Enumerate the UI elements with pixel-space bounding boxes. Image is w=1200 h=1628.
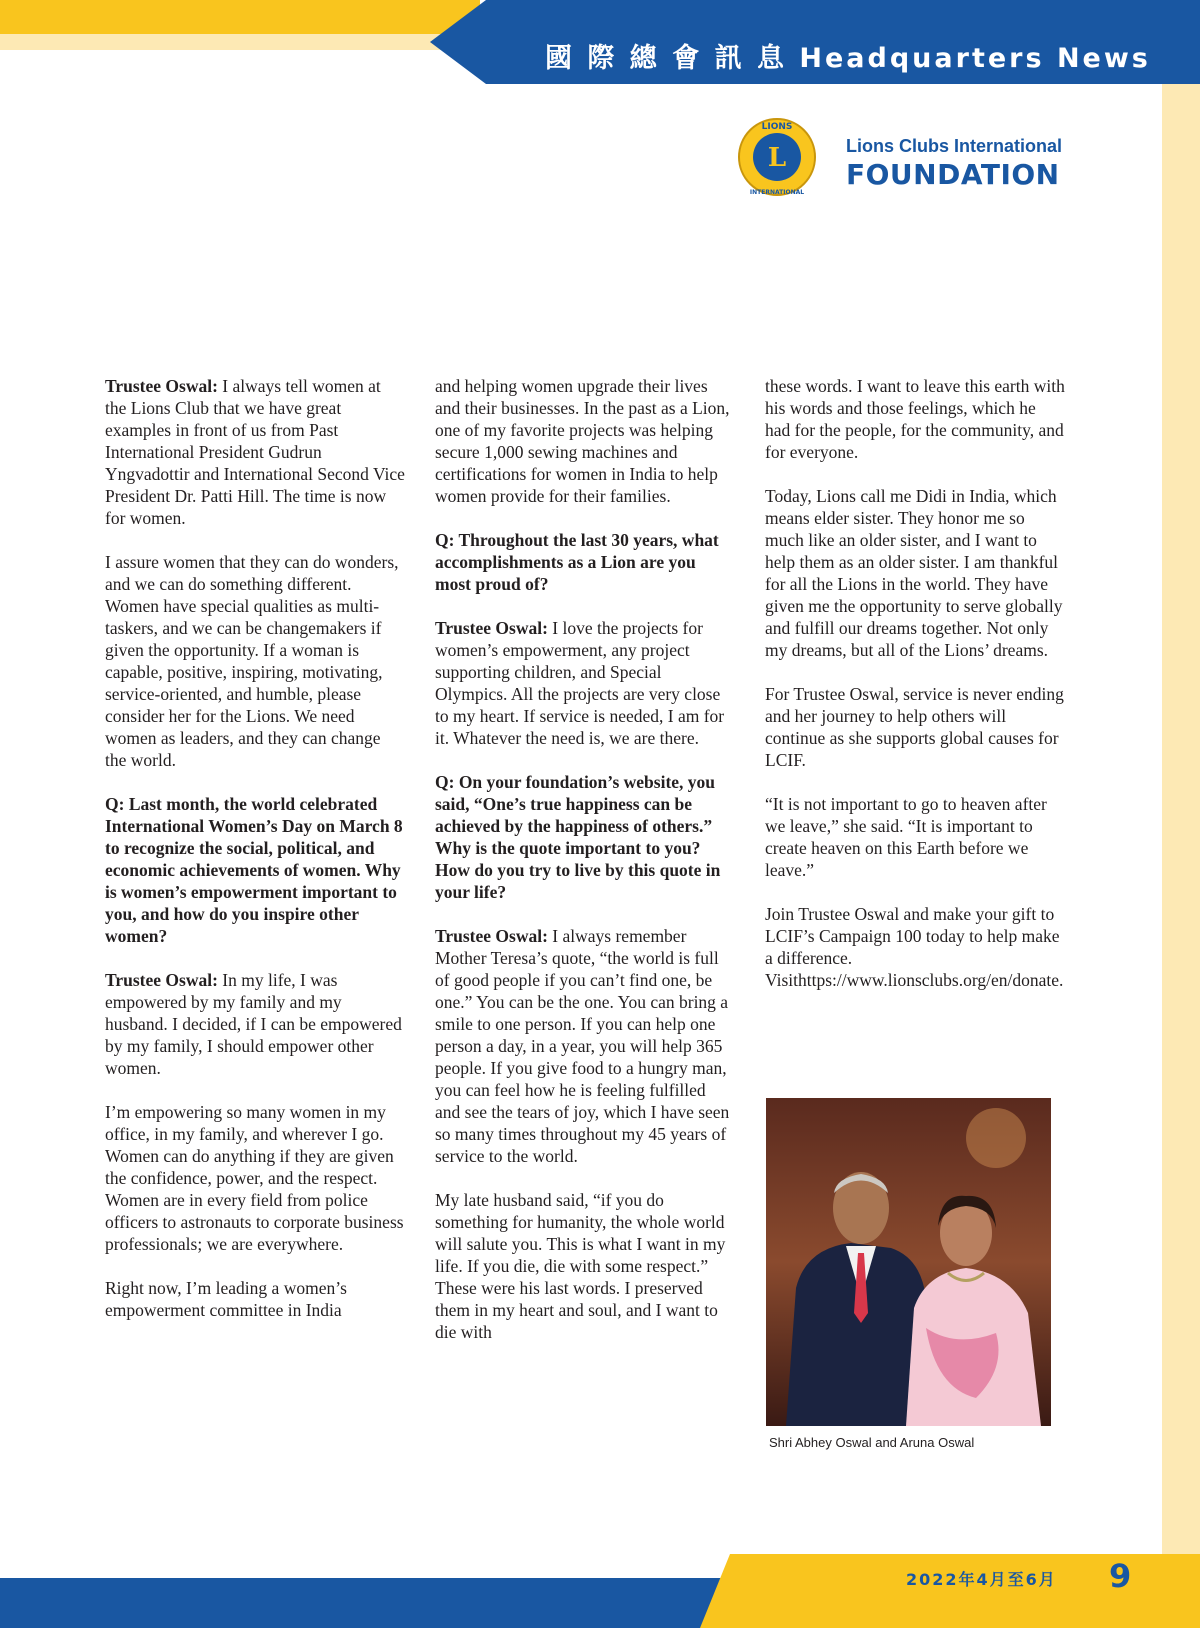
paragraph: Trustee Oswal: In my life, I was empowered by my family and my husband. I decided, if I can be empowered by my family, I should empower other women. <box>105 970 402 1078</box>
paragraph: Today, Lions call me Didi in India, which means elder sister. They honor me so much like an older sister, and I want to help them as an older sister. I am thankful for all the Lions in the world. They have given me the opportunity to serve globally and fulfill our dreams together. Not only my dreams, but all of the Lions’ dreams. <box>765 486 1063 660</box>
article-column-2 <box>435 375 735 1365</box>
issue-date: 2022年4月至6月 <box>906 1570 1057 1589</box>
paragraph: For Trustee Oswal, service is never ending and her journey to help others will continue as she supports global causes for LCIF. <box>765 684 1064 770</box>
logo-text-org: Lions Clubs International <box>846 136 1063 156</box>
section-title: 國 際 總 會 訊 息 Headquarters News <box>545 43 1151 74</box>
paragraph: My late husband said, “if you do something for humanity, the whole world will salute you. This is what I want in my life. If you die, die with some respect.” These were his last words. I preserved them in my heart and soul, and I want to die with <box>435 1190 726 1342</box>
footer-blue-band <box>0 1578 740 1628</box>
paragraph: Trustee Oswal: I always remember Mother Teresa’s quote, “the world is full of good people if you can’t find one, be one.” You can be the one. You can bring a smile to one person. If you can help one person a day, in a year, you will help 365 people. If you give food to a hungry man, you can feel how he is feeling fulfilled and see the tears of joy, which I have seen so many times throughout my 45 years of service to the world. <box>435 926 730 1166</box>
svg-text:L: L <box>767 143 787 173</box>
question: Q: On your foundation’s website, you said, “One’s true happiness can be achieved by the happiness of others.” Why is the quote important to you? How do you try to live by this quote in your life? <box>435 772 721 902</box>
svg-text:INTERNATIONAL: INTERNATIONAL <box>749 189 805 196</box>
portrait-photo <box>766 1098 1051 1426</box>
paragraph: I’m empowering so many women in my office, in my family, and wherever I go. Women can do anything if they are given the confidence, power, and the respect. Women are in every field from police officers to astronauts to corporate business professionals; we are everywhere. <box>105 1102 404 1254</box>
side-accent-bar <box>1162 84 1200 1584</box>
paragraph: Right now, I’m leading a women’s empowerment committee in India <box>105 1278 347 1320</box>
question: Q: Throughout the last 30 years, what accomplishments as a Lion are you most proud of? <box>435 530 719 594</box>
header-cream-stripe <box>0 34 460 50</box>
article-column-3 <box>765 375 1065 1013</box>
paragraph: and helping women upgrade their lives and their businesses. In the past as a Lion, one of my favorite projects was helping secure 1,000 sewing machines and certifications for women in India to help women provide for their families. <box>435 376 730 506</box>
paragraph: these words. I want to leave this earth with his words and those feelings, which he had for the people, for the community, and for everyone. <box>765 376 1065 462</box>
paragraph: Trustee Oswal: I love the projects for women’s empowerment, any project supporting children, and Special Olympics. All the projects are very close to my heart. If service is needed, I am for it. Whatever the need is, we are there. <box>435 618 725 748</box>
logo-text-foundation: FOUNDATION <box>846 158 1060 191</box>
paragraph: “It is not important to go to heaven after we leave,” she said. “It is important to create heaven on this Earth before we leave.” <box>765 794 1047 880</box>
article-column-1 <box>105 375 405 1343</box>
paragraph: I assure women that they can do wonders, and we can do something different. Women have special qualities as multi-taskers, and we can be changemakers if given the opportunity. If a woman is capable, positive, inspiring, motivating, service-oriented, and humble, please consider her for the Lions. We need women as leaders, and they can change the world. <box>105 552 399 770</box>
svg-text:LIONS: LIONS <box>761 122 793 132</box>
paragraph: Join Trustee Oswal and make your gift to LCIF’s Campaign 100 today to help make a difference. Visithttps://www.lionsclubs.org/en/donate. <box>765 904 1064 990</box>
question: Q: Last month, the world celebrated International Women’s Day on March 8 to recognize the social, political, and economic achievements of women. Why is women’s empowerment important to you, and how do you inspire other women? <box>105 794 403 946</box>
paragraph: Trustee Oswal: I always tell women at the Lions Club that we have great examples in front of us from Past International President Gudrun Yngvadottir and International Second Vice President Dr. Patti Hill. The time is now for women. <box>105 376 405 528</box>
photo-caption: Shri Abhey Oswal and Aruna Oswal <box>769 1435 975 1450</box>
page-number: 9 <box>1109 1557 1132 1595</box>
lions-emblem-icon <box>739 119 815 196</box>
